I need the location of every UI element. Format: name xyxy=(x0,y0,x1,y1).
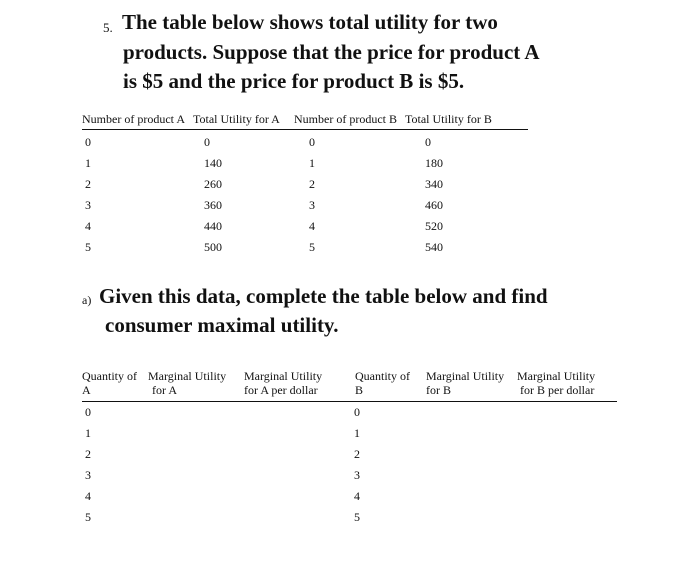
table1-header-qty-b: Number of product B xyxy=(294,112,397,126)
table1-cell: 4 xyxy=(85,219,91,233)
table2-header-qty-b-2: B xyxy=(355,383,364,397)
table2-header-rule xyxy=(82,401,617,402)
table1-cell: 1 xyxy=(85,156,91,170)
table1-header-tu-a: Total Utility for A xyxy=(193,112,280,126)
part-a-text-line-2: consumer maximal utility. xyxy=(105,313,339,337)
question-text-line-3: is $5 and the price for product B is $5. xyxy=(123,69,465,93)
table1-cell: 0 xyxy=(309,135,315,149)
question-number: 5. xyxy=(103,20,113,35)
table2-header-mu-a-per-dollar-2: for A per dollar xyxy=(244,383,318,397)
table1-header-rule xyxy=(82,129,528,130)
table2-qty-a-cell: 4 xyxy=(85,489,91,503)
table1-cell: 1 xyxy=(309,156,315,170)
part-a-label: a) xyxy=(82,293,92,307)
table1-cell: 460 xyxy=(425,198,443,212)
table1-cell: 3 xyxy=(309,198,315,212)
table2-qty-a-cell: 2 xyxy=(85,447,91,461)
table1-cell: 5 xyxy=(85,240,91,254)
table1-cell: 180 xyxy=(425,156,443,170)
table2-header-mu-a-2: for A xyxy=(152,383,177,397)
table2-header-mu-a: Marginal Utility xyxy=(148,369,227,383)
table1-cell: 340 xyxy=(425,177,443,191)
table2-qty-a-cell: 1 xyxy=(85,426,91,440)
table2-header-mu-b-per-dollar: Marginal Utility xyxy=(517,369,596,383)
table2-header-qty-a: Quantity of xyxy=(82,369,137,383)
table1-cell: 0 xyxy=(425,135,431,149)
table1-cell: 2 xyxy=(309,177,315,191)
table2-header-mu-b-per-dollar-2: for B per dollar xyxy=(520,383,595,397)
table1-header-qty-a: Number of product A xyxy=(82,112,185,126)
table1-cell: 440 xyxy=(204,219,222,233)
table1-cell: 520 xyxy=(425,219,443,233)
question-text-line-1: The table below shows total utility for two xyxy=(122,10,498,34)
table1-cell: 0 xyxy=(204,135,210,149)
table2-qty-b-cell: 5 xyxy=(354,510,360,524)
table1-cell: 140 xyxy=(204,156,222,170)
question-text-line-2: products. Suppose that the price for product A xyxy=(123,40,540,64)
table1-cell: 360 xyxy=(204,198,222,212)
table1-cell: 4 xyxy=(309,219,315,233)
table1-cell: 5 xyxy=(309,240,315,254)
table2-qty-b-cell: 4 xyxy=(354,489,360,503)
table1-cell: 3 xyxy=(85,198,91,212)
table2-header-mu-a-per-dollar: Marginal Utility xyxy=(244,369,323,383)
table1-cell: 500 xyxy=(204,240,222,254)
table2-header-mu-b-2: for B xyxy=(426,383,451,397)
table2-qty-b-cell: 2 xyxy=(354,447,360,461)
table2-qty-b-cell: 0 xyxy=(354,405,360,419)
table2-qty-a-cell: 5 xyxy=(85,510,91,524)
table2-qty-b-cell: 1 xyxy=(354,426,360,440)
table1-cell: 2 xyxy=(85,177,91,191)
table1-header-tu-b: Total Utility for B xyxy=(405,112,492,126)
table2-header-qty-b: Quantity of xyxy=(355,369,410,383)
table1-cell: 0 xyxy=(85,135,91,149)
table2-qty-b-cell: 3 xyxy=(354,468,360,482)
table2-qty-a-cell: 3 xyxy=(85,468,91,482)
table2-qty-a-cell: 0 xyxy=(85,405,91,419)
table2-header-qty-a-2: A xyxy=(82,383,91,397)
table1-cell: 260 xyxy=(204,177,222,191)
part-a-text-line-1: Given this data, complete the table below and find xyxy=(99,284,548,308)
table1-cell: 540 xyxy=(425,240,443,254)
table2-header-mu-b: Marginal Utility xyxy=(426,369,505,383)
